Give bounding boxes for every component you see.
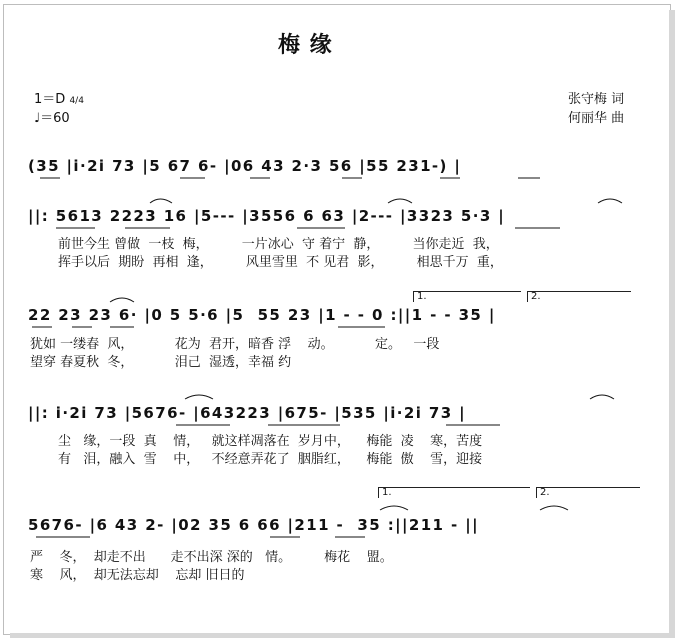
slur-mark (110, 298, 134, 302)
score-line-4: ||: i·2i 73 |5676- |643223 |675- |535 |i·2i 73 | (28, 404, 467, 422)
slur-mark (388, 199, 412, 203)
tempo-mark: ♩＝60 (34, 111, 70, 126)
lyrics-line-2-verse-1: 前世今生 曾做 一枝 梅， 一片冰心 守 着宁 静， 当你走近 我， (58, 237, 499, 252)
time-signature: 4/4 (69, 96, 84, 106)
score-line-1: (35 |i·2i 73 |5 67 6- |06 43 2·3 56 |55 231-) | (28, 157, 462, 175)
score-line-5: 5676- |6 43 2- |02 35 6 66 |211 - 35 :||211 - || (28, 516, 480, 534)
slur-mark (598, 199, 622, 203)
slur-mark (380, 506, 408, 510)
lyrics-line-3-verse-1: 犹如 一缕春 风， 花为 君开，暗香 浮 动。 定。 一段 (30, 337, 440, 352)
lyrics-line-5-verse-2: 寒 风， 却无法忘却 忘却 旧日的 (30, 568, 245, 583)
composer-credit: 何丽华 曲 (568, 111, 625, 126)
song-title: 梅 缘 (278, 33, 333, 58)
lyrics-line-4-verse-1: 尘 缘，一段 真 情， 就这样凋落在 岁月中， 梅能 凌 寒，苦度 (58, 434, 483, 449)
lyrics-line-4-verse-2: 有 泪，融入 雪 中， 不经意弄花了 胭脂红， 梅能 傲 雪，迎接 (58, 452, 483, 467)
score-line-3: 22 23 23 6· |0 5 5·6 |5 55 23 |1 - - 0 :||1 - - 35 | (28, 306, 496, 324)
lyrics-line-2-verse-2: 挥手以后 期盼 再相 逢， 风里雪里 不 见君 影， 相思千万 重， (58, 255, 503, 270)
slur-mark (150, 199, 172, 203)
volta-1-bracket: 1. (413, 291, 521, 302)
lyrics-line-5-verse-1: 严 冬， 却走不出 走不出深 深的 情。 梅花 盟。 (30, 550, 393, 565)
lyrics-line-3-verse-2: 望穿 春夏秋 冬， 泪己 湿透，幸福 约 (30, 355, 292, 370)
key-label: 1＝D (34, 92, 66, 107)
score-line-2: ||: 5613 2223 16 |5--- |3556 6 63 |2--- |3323 5·3 | (28, 207, 506, 225)
slur-mark (590, 395, 614, 399)
slur-mark (540, 506, 568, 510)
volta-2-bracket-second: 2. (536, 487, 640, 498)
slur-mark (185, 395, 213, 399)
lyricist-credit: 张守梅 词 (568, 92, 625, 107)
volta-2-bracket: 2. (527, 291, 631, 302)
volta-1-bracket-second: 1. (378, 487, 530, 498)
